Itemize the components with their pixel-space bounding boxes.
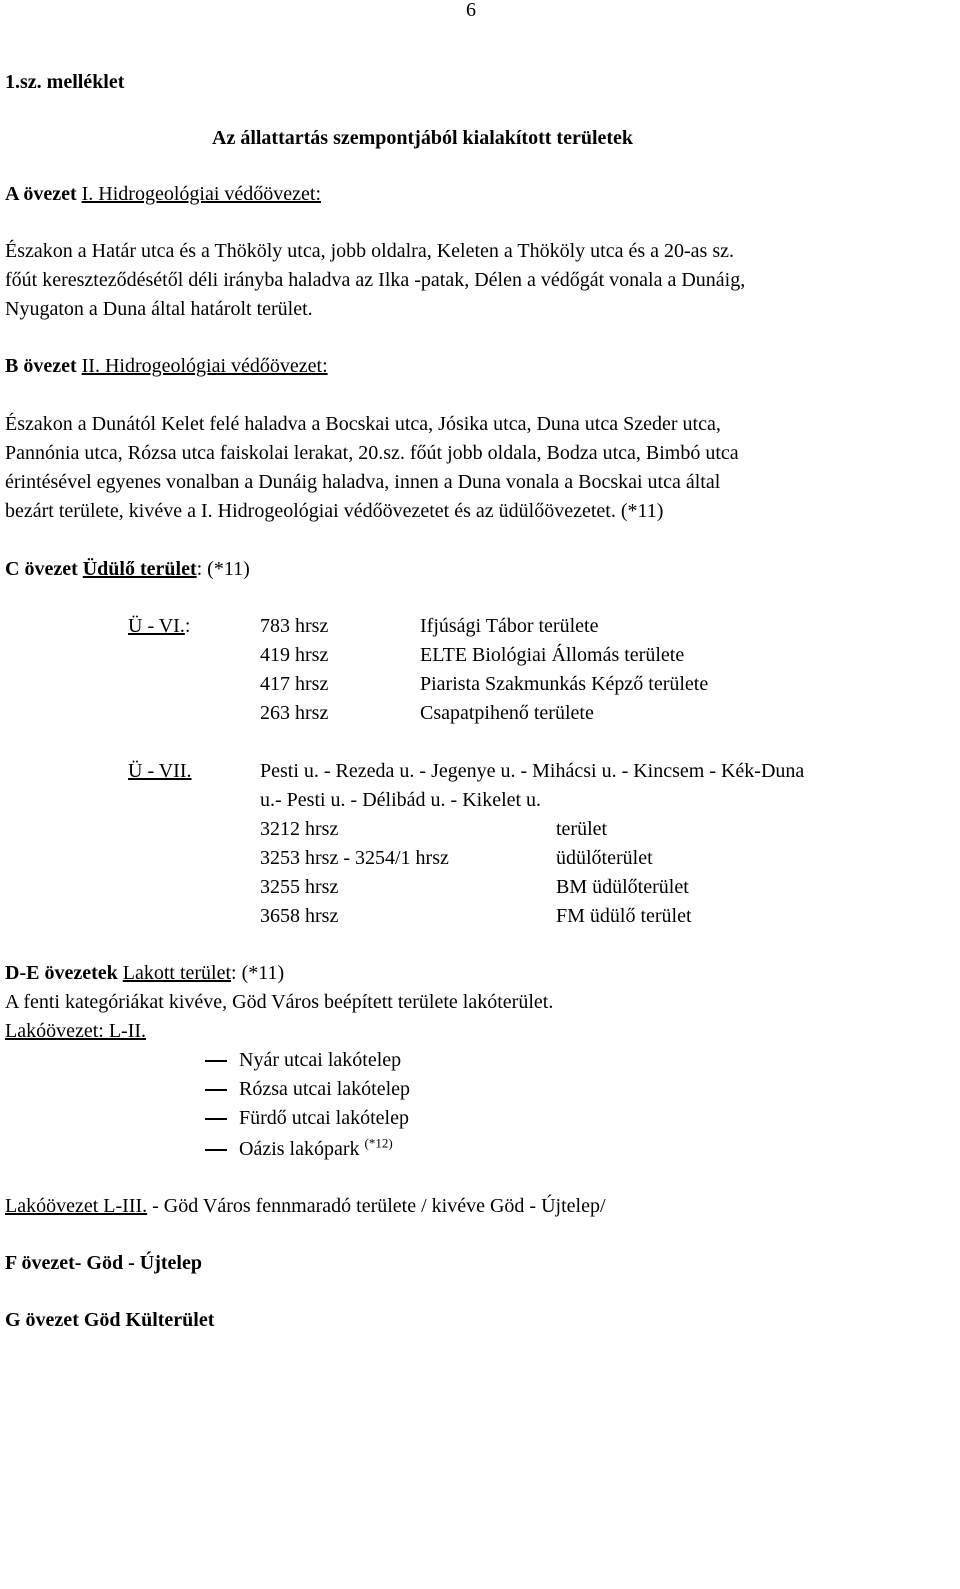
page-number: 6 xyxy=(466,0,476,21)
zone-a-line3: Nyugaton a Duna által határolt terület. xyxy=(5,298,313,320)
u7-hrsz-3: 3658 hrsz xyxy=(260,905,339,927)
l2-label: Lakóövezet: L-II. xyxy=(5,1020,147,1042)
zone-c-heading xyxy=(5,555,250,584)
u6-colon: : xyxy=(184,615,191,637)
l2-item: Oázis lakópark $^{(*12)}$ xyxy=(205,1135,393,1164)
zone-de-line1: A fenti kategóriákat kivéve, Göd Város beépített területe lakóterület. xyxy=(5,991,554,1013)
u7-label: Ü - VII. xyxy=(128,760,192,782)
zone-a-line1: Északon a Határ utca és a Thököly utca, jobb oldalra, Keleten a Thököly utca és a 20-as sz. xyxy=(5,240,735,262)
u6-hrsz-0: 783 hrsz xyxy=(260,615,329,637)
l3-text: - Göd Város fennmaradó területe / kivéve Göd - Újtelep/ xyxy=(147,1195,606,1217)
l2-item: Fürdő utcai lakótelep xyxy=(205,1104,409,1133)
u6-hrsz-3: 263 hrsz xyxy=(260,702,329,724)
u6-label: Ü - VI. xyxy=(128,615,185,637)
zone-de-label: D-E övezetek xyxy=(5,962,118,984)
u6-desc-2: Piarista Szakmunkás Képző területe xyxy=(420,673,709,695)
u7-desc-0: terület xyxy=(556,818,608,840)
u7-line2: u.- Pesti u. - Délibád u. - Kikelet u. xyxy=(260,789,542,811)
u6-label-wrap xyxy=(128,612,190,641)
zone-a-name: I. Hidrogeológiai védőövezet: xyxy=(81,183,322,205)
l3-label: Lakóövezet L-III. xyxy=(5,1195,148,1217)
zone-b-line3: érintésével egyenes vonalban a Dunáig haladva, innen a Duna vonala a Bocskai utca által xyxy=(5,471,721,493)
l2-last-note: (*12) xyxy=(364,1135,393,1151)
zone-de-heading xyxy=(5,959,284,988)
zone-a-line2: főút kereszteződésétől déli irányba haladva az Ilka -patak, Délen a védőgát vonala a Dunáig, xyxy=(5,269,746,291)
zone-b-heading xyxy=(5,352,328,381)
u6-desc-3: Csapatpihenő területe xyxy=(420,702,594,724)
zone-b-line1: Északon a Dunától Kelet felé haladva a Bocskai utca, Jósika utca, Duna utca Szeder utca, xyxy=(5,413,721,435)
zone-b-name: II. Hidrogeológiai védőövezet: xyxy=(81,355,328,377)
dash-bullet-icon xyxy=(205,1089,227,1091)
zone-b-line4: bezárt területe, kivéve a I. Hidrogeológiai védőövezetet és az üdülőövezetet. (*11) xyxy=(5,500,664,522)
l3-line xyxy=(5,1192,606,1221)
u7-hrsz-2: 3255 hrsz xyxy=(260,876,339,898)
zone-b-line2: Pannónia utca, Rózsa utca faiskolai lerakat, 20.sz. főút jobb oldala, Bodza utca, Bimbó utca xyxy=(5,442,739,464)
zone-f: F övezet- Göd - Újtelep xyxy=(5,1252,202,1274)
u7-line1: Pesti u. - Rezeda u. - Jegenye u. - Mihácsi u. - Kincsem - Kék-Duna xyxy=(260,760,805,782)
zone-de-name: Lakott terület xyxy=(122,962,232,984)
u6-desc-1: ELTE Biológiai Állomás területe xyxy=(420,644,685,666)
zone-b-label: B övezet xyxy=(5,355,77,377)
u6-hrsz-2: 417 hrsz xyxy=(260,673,329,695)
zone-a-label: A övezet xyxy=(5,183,77,205)
u6-hrsz-1: 419 hrsz xyxy=(260,644,329,666)
zone-c-note: : (*11) xyxy=(196,558,250,580)
l2-item: Nyár utcai lakótelep xyxy=(205,1046,401,1075)
l2-item: Rózsa utcai lakótelep xyxy=(205,1075,410,1104)
zone-g: G övezet Göd Külterület xyxy=(5,1309,215,1331)
u7-desc-3: FM üdülő terület xyxy=(556,905,692,927)
zone-de-note: : (*11) xyxy=(231,962,285,984)
u7-hrsz-0: 3212 hrsz xyxy=(260,818,339,840)
zone-c-label: C övezet xyxy=(5,558,78,580)
dash-bullet-icon xyxy=(205,1118,227,1120)
page-title: Az állattartás szempontjából kialakított területek xyxy=(212,127,634,149)
dash-bullet-icon xyxy=(205,1060,227,1062)
dash-bullet-icon xyxy=(205,1149,227,1151)
u7-desc-2: BM üdülőterület xyxy=(556,876,689,898)
u7-hrsz-1: 3253 hrsz - 3254/1 hrsz xyxy=(260,847,449,869)
annex-label: 1.sz. melléklet xyxy=(5,71,125,93)
zone-c-name: Üdülő terület xyxy=(82,558,197,580)
zone-a-heading xyxy=(5,180,321,209)
u7-desc-1: üdülőterület xyxy=(556,847,653,869)
u6-desc-0: Ifjúsági Tábor területe xyxy=(420,615,599,637)
